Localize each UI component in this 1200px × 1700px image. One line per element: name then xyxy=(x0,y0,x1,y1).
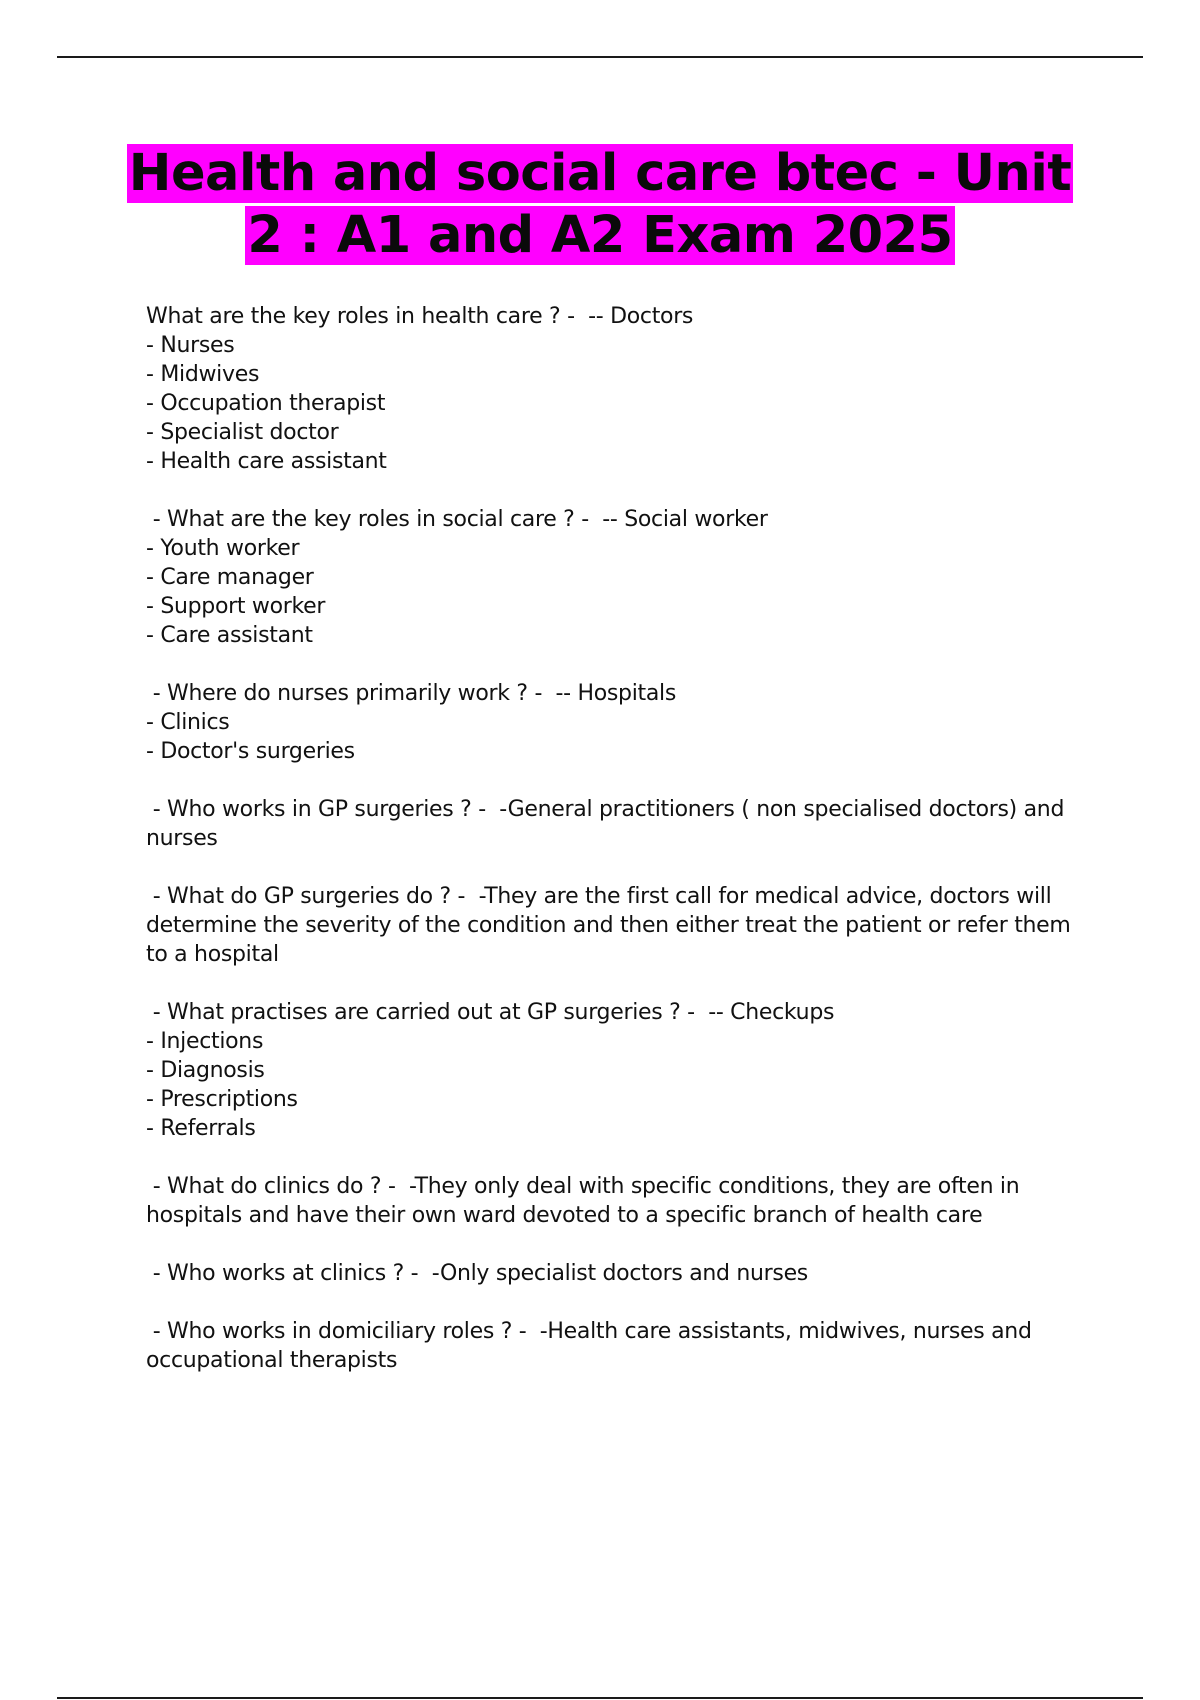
qa-item xyxy=(146,679,1076,766)
qa-line: - Care assistant xyxy=(146,623,313,648)
document-title xyxy=(120,143,1080,267)
qa-line: What are the key roles in health care ? - -- Doctors xyxy=(146,304,694,329)
qa-list xyxy=(146,302,1076,1404)
qa-line: - Referrals xyxy=(146,1116,256,1141)
qa-line: hospitals and have their own ward devoted to a specific branch of health care xyxy=(146,1203,983,1228)
qa-line: determine the severity of the condition and then either treat the patient or refer them xyxy=(146,913,1071,938)
qa-line: - Who works at clinics ? - -Only specialist doctors and nurses xyxy=(146,1261,808,1286)
qa-item xyxy=(146,998,1076,1143)
qa-line: - Specialist doctor xyxy=(146,420,339,445)
qa-item xyxy=(146,1317,1076,1375)
qa-line: - Injections xyxy=(146,1029,264,1054)
qa-line: - Doctor's surgeries xyxy=(146,739,355,764)
qa-line: occupational therapists xyxy=(146,1348,398,1373)
qa-line: - Who works in domiciliary roles ? - -Health care assistants, midwives, nurses and xyxy=(146,1319,1032,1344)
qa-line: - Who works in GP surgeries ? - -General practitioners ( non specialised doctors) and xyxy=(146,797,1065,822)
qa-item xyxy=(146,505,1076,650)
qa-line: - Diagnosis xyxy=(146,1058,265,1083)
qa-line: - Where do nurses primarily work ? - -- Hospitals xyxy=(146,681,676,706)
qa-line: nurses xyxy=(146,826,218,851)
qa-item xyxy=(146,795,1076,853)
title-line-2: 2 : A1 and A2 Exam 2025 xyxy=(247,206,953,265)
qa-line: - Support worker xyxy=(146,594,326,619)
qa-line: - Clinics xyxy=(146,710,230,735)
qa-line: - Care manager xyxy=(146,565,314,590)
qa-line: - Nurses xyxy=(146,333,235,358)
qa-line: - Prescriptions xyxy=(146,1087,298,1112)
qa-line: - What do GP surgeries do ? - -They are the first call for medical advice, doctors will xyxy=(146,884,1052,909)
header-rule xyxy=(57,56,1143,58)
qa-line: - What are the key roles in social care ? - -- Social worker xyxy=(146,507,768,532)
qa-item xyxy=(146,1172,1076,1230)
qa-line: - What practises are carried out at GP surgeries ? - -- Checkups xyxy=(146,1000,835,1025)
qa-item xyxy=(146,302,1076,476)
qa-line: - What do clinics do ? - -They only deal with specific conditions, they are often in xyxy=(146,1174,1020,1199)
qa-line: - Health care assistant xyxy=(146,449,387,474)
footer-rule xyxy=(57,1697,1143,1699)
title-line-1: Health and social care btec - Unit xyxy=(128,144,1072,203)
qa-line: to a hospital xyxy=(146,942,279,967)
qa-line: - Occupation therapist xyxy=(146,391,386,416)
qa-item xyxy=(146,882,1076,969)
qa-line: - Youth worker xyxy=(146,536,300,561)
qa-line: - Midwives xyxy=(146,362,260,387)
qa-item xyxy=(146,1259,1076,1288)
